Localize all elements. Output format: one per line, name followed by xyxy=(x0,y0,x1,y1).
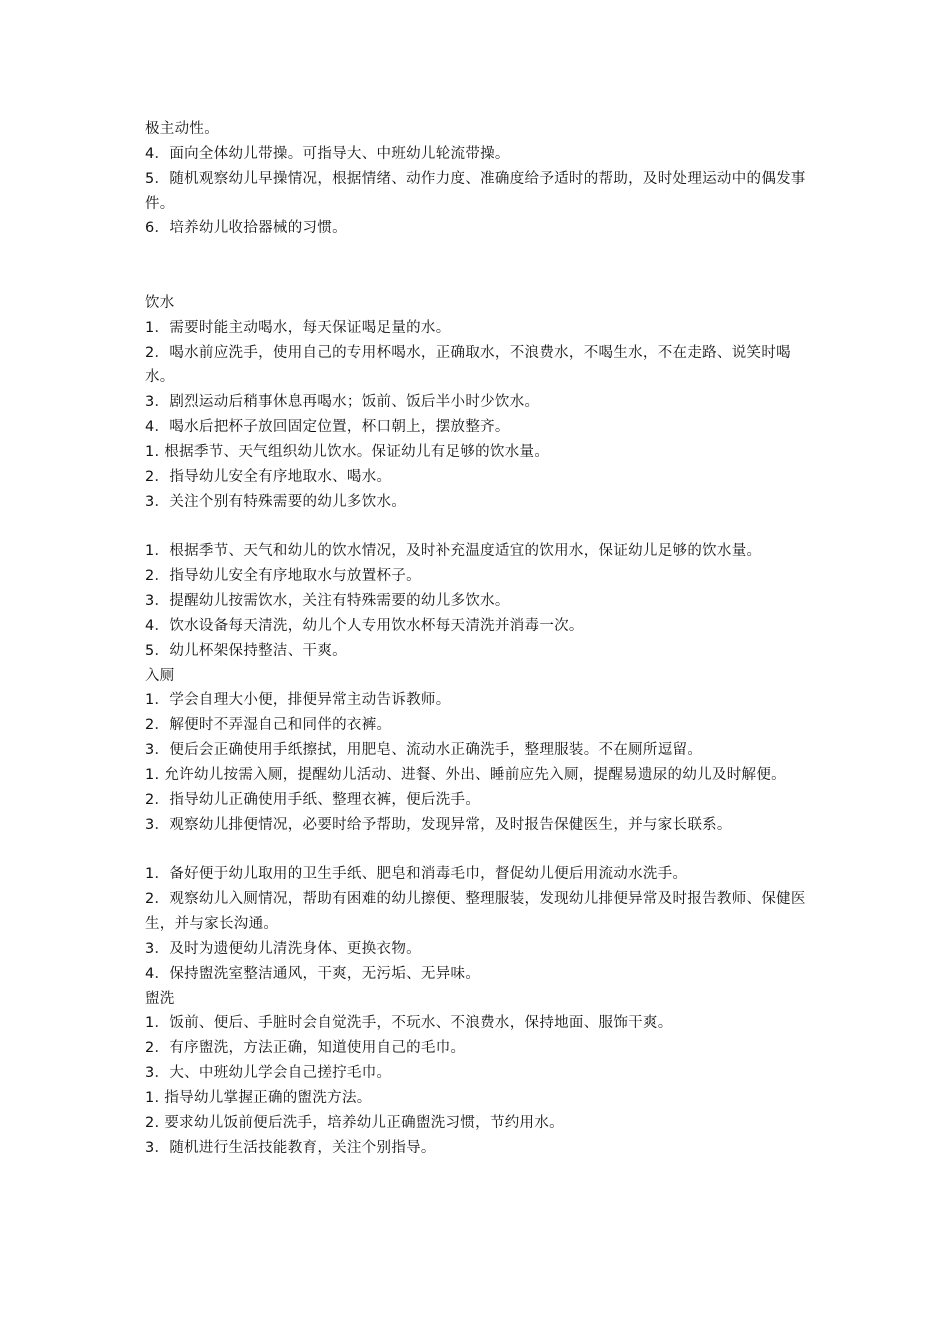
text-line: 5．幼儿杯架保持整洁、干爽。 xyxy=(145,642,347,659)
text-line: 3．关注个别有特殊需要的幼儿多饮水。 xyxy=(145,493,407,510)
text-line: 1．学会自理大小便，排便异常主动告诉教师。 xyxy=(145,692,451,709)
text-line: 2．喝水前应洗手，使用自己的专用杯喝水，正确取水，不浪费水，不喝生水，不在走路、说笑时喝水。 xyxy=(145,344,791,386)
text-line: 1. 指导幼儿掌握正确的盥洗方法。 xyxy=(145,1089,372,1106)
text-line: 1．需要时能主动喝水，每天保证喝足量的水。 xyxy=(145,319,451,336)
text-line: 2. 要求幼儿饭前便后洗手，培养幼儿正确盥洗习惯，节约用水。 xyxy=(145,1114,564,1131)
text-line: 3．大、中班幼儿学会自己搓拧毛巾。 xyxy=(145,1065,392,1082)
text-line: 1. 根据季节、天气组织幼儿饮水。保证幼儿有足够的饮水量。 xyxy=(145,443,550,460)
text-line: 4．保持盥洗室整洁通风，干爽，无污垢、无异味。 xyxy=(145,965,481,982)
text-line: 2．指导幼儿安全有序地取水、喝水。 xyxy=(145,468,392,485)
text-line: 4．面向全体幼儿带操。可指导大、中班幼儿轮流带操。 xyxy=(145,145,510,162)
text-line: 3．随机进行生活技能教育，关注个别指导。 xyxy=(145,1139,436,1156)
text-line: 6．培养幼儿收拾器械的习惯。 xyxy=(145,220,347,237)
section-heading-washing: 盥洗 xyxy=(145,990,175,1007)
paragraph-gap xyxy=(145,837,813,862)
text-line: 3．观察幼儿排便情况，必要时给予帮助，发现异常，及时报告保健医生，并与家长联系。 xyxy=(145,816,732,833)
text-line: 1. 允许幼儿按需入厕，提醒幼儿活动、进餐、外出、睡前应先入厕，提醒易遗尿的幼儿及时解便。 xyxy=(145,766,786,783)
text-line: 5．随机观察幼儿早操情况，根据情绪、动作力度、准确度给予适时的帮助，及时处理运动中的偶发事件。 xyxy=(145,170,806,212)
text-line: 3．及时为遗便幼儿清洗身体、更换衣物。 xyxy=(145,940,421,957)
text-line: 极主动性。 xyxy=(145,121,219,137)
text-line: 4．喝水后把杯子放回固定位置，杯口朝上，摆放整齐。 xyxy=(145,419,510,436)
text-line: 1．饭前、便后、手脏时会自觉洗手，不玩水、不浪费水，保持地面、服饰干爽。 xyxy=(145,1015,673,1032)
text-line: 2．指导幼儿正确使用手纸、整理衣裤，便后洗手。 xyxy=(145,791,481,808)
document-page xyxy=(145,117,813,1160)
section-heading-drinking: 饮水 xyxy=(145,294,175,311)
text-line: 2．指导幼儿安全有序地取水与放置杯子。 xyxy=(145,568,421,585)
text-line: 2．观察幼儿入厕情况，帮助有困难的幼儿擦便、整理服装，发现幼儿排便异常及时报告教师、保健医生，并与家长沟通。 xyxy=(145,891,806,932)
text-line: 4．饮水设备每天清洗，幼儿个人专用饮水杯每天清洗并消毒一次。 xyxy=(145,617,584,634)
section-heading-toilet: 入厕 xyxy=(145,667,175,684)
paragraph-gap xyxy=(145,515,813,540)
text-line: 3．提醒幼儿按需饮水，关注有特殊需要的幼儿多饮水。 xyxy=(145,593,510,610)
text-line: 2．有序盥洗，方法正确，知道使用自己的毛巾。 xyxy=(145,1040,466,1057)
text-line: 3．剧烈运动后稍事休息再喝水；饭前、饭后半小时少饮水。 xyxy=(145,394,540,411)
text-line: 2．解便时不弄湿自己和同伴的衣裤。 xyxy=(145,717,392,734)
text-line: 3．便后会正确使用手纸擦拭，用肥皂、流动水正确洗手，整理服装。不在厕所逗留。 xyxy=(145,742,703,759)
text-line: 1．根据季节、天气和幼儿的饮水情况，及时补充温度适宜的饮用水，保证幼儿足够的饮水量。 xyxy=(145,543,762,560)
text-line: 1．备好便于幼儿取用的卫生手纸、肥皂和消毒毛巾，督促幼儿便后用流动水洗手。 xyxy=(145,866,688,883)
paragraph-gap xyxy=(145,241,813,291)
